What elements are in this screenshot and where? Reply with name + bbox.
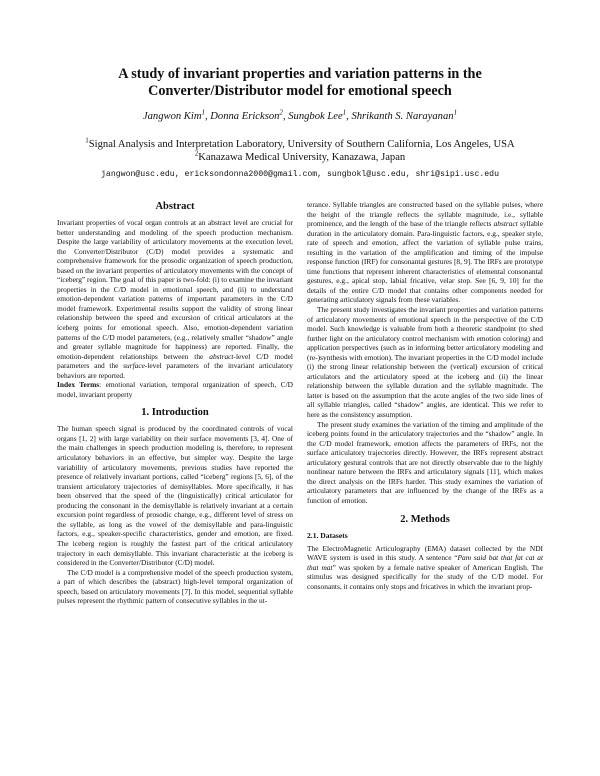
author-name: Sungbok Lee: [288, 111, 343, 122]
left-column: [57, 200, 293, 606]
intro-paragraph-2: The C/D model is a comprehensive model of the speech production system, a part of which describes the (abstract) high-level temporal organization of speech, based on articulatory movements [7]. In this model, sequential syllable pulses represent the rhythmic pattern of consecutive syllables in the ut-: [57, 567, 293, 606]
index-terms: Index Terms: emotional variation, temporal organization of speech, C/D model, invariant property: [57, 380, 293, 399]
affiliation-2: $^2$Kanazawa Medical University, Kanazawa, Japan: [194, 149, 406, 163]
introduction-heading: 1. Introduction: [141, 407, 209, 419]
methods-heading: 2. Methods: [400, 513, 450, 525]
intro-paragraph-5: The present study examines the variation of the timing and amplitude of the iceberg points found in the articulatory trajectories and the “shadow” angle. In the C/D model framework, emotion affects the parameters of IRFs, not the surface articulatory trajectories directly. However, the IRFs represent abstract articulatory gestural controls that are not directly observable due to the highly nonlinear nature between the IRFs and articulatory signals [11], which makes the direct analysis on the IRFs harder. This study examines the variation of articulatory parameters that are influenced by the change of the IRFs as a function of emotion.: [307, 419, 543, 505]
title-line-2: Converter/Distributor model for emotional speech: [148, 83, 452, 99]
author-name: Jangwon Kim: [142, 111, 202, 122]
datasets-subheading: 2.1. Datasets: [307, 530, 348, 540]
author-name: Shrikanth S. Narayanan: [351, 111, 454, 122]
intro-paragraph-4: The present study investigates the invariant properties and variation patterns of articulatory movements of emotional speech in the perspective of the C/D model. Such knowledge is valuable from both a theoretic standpoint (to shed further light on the articulatory control mechanism with emotion coloring) and application perspectives (such as in informing better articulatory modeling and (re-)synthesis with emotion). The invariant properties in the C/D model include (i) the strong linear relationship between the (vertical) excursion of critical articulators and the articulatory speed at the iceberg and (ii) the linear relationship between the syllable duration and the syllable magnitude. The latter is based on the assumption that the acute angles of the two side lines of all syllable triangles, called “shadow” angles, are identical. This we refer to here as the consistency assumption.: [307, 305, 543, 420]
methods-paragraph-1: The ElectroMagnetic Articulography (EMA) dataset collected by the NDI WAVE system is used in this study. A sentence “Pam said bat that fat cat at that mat” was spoken by a female native speaker of American English. The stimulus was designed specifically for the study of the C/D model. For consonants, it contains only stops and fricatives in which the invariant prop-: [307, 543, 543, 591]
intro-paragraph-1: The human speech signal is produced by the coordinated controls of vocal organs [1, 2] with large variability on their surface movements [3, 4]. One of the main challenges in speech production modeling is, therefore, to represent articulatory behaviors in an effective, but simpler way. Despite the large variability of articulatory movements, previous studies have reported the presence of relatively invariant portions, called “iceberg” regions [5, 6], of the transient articulatory trajectories of demisyllables. More specifically, it has been observed that the speed of the (linguistically) critical articulator for producing the consonant in the demisyllable is relatively invariant at a certain excursion point regardless of prosodic change, e.g., different level of stress on the syllable, as long as the vowel of the demisyllable and para-linguistic factors, e.g., speaker-specific characteristics, gender and emotion, are fixed. The iceberg region is roughly the fastest part of the critical articulatory trajectory in each demisyllable. This invariant characteristic at the iceberg is considered in the Converter/Distributor (C/D) model.: [57, 424, 293, 568]
title-line-1: A study of invariant properties and variation patterns in the: [118, 66, 482, 82]
abstract-text: Invariant properties of vocal organ controls at an abstract level are crucial for better understanding and modeling of the speech production mechanism. Despite the large variability of articulatory movements at the execution level, the Converter/Distributor (C/D) model provides a systematic and comprehensive framework for the prosodic organization of speech production, based on the invariant properties of articulatory movements with the concept of “iceberg” region. The goal of this paper is two-fold: (i) to examine the invariant properties in the C/D model in emotional speech, and (ii) to understand emotion-dependent variation patterns of important parameters in the C/D model framework. Experimental results support the validity of strong linear relationship between the speed and excursion of critical articulators at the iceberg points for emotional speech. Also, emotion-dependent variation patterns of the C/D model parameters, (e.g., relatively smaller “shadow” angle and greater syllable magnitude for happiness) are reported. Finally, the emotion-dependent relationships between the abstract-level C/D model parameters and the surface-level parameters of the invariant articulatory behaviors are reported.: [57, 218, 293, 380]
author-emails: jangwon@usc.edu, ericksondonna2000@gmail.com, sungbokl@usc.edu, shri@sipi.usc.edu: [101, 170, 499, 179]
right-column: [307, 200, 543, 591]
author-name: Donna Erickson: [210, 111, 280, 122]
intro-paragraph-3: terance. Syllable triangles are constructed based on the syllable pulses, where the height of the triangle reflects the syllable magnitude, i.e., syllable prominence, and the length of the base of the triangle reflects abstract syllable duration in the articulatory domain. Para-linguistic factors, e.g., speaker style, rate of speech and emotion, affect the variation of syllable pulse trains, resulting in the variation of the amplification and timing of the impulse response function (IRF) for consonantal gestures [8, 9]. The IRFs are prototype time functions that represent inherent characteristics of elemental consonantal gestures, e.g., apical stop, labial fricative, velar stop. See [6, 9, 10] for the details of the entire C/D model that contains other components needed for generating articulatory signals from these variables.: [307, 200, 543, 305]
author-list: Jangwon Kim$^1$, Donna Erickson$^2$, Sungbok Lee$^1$, Shrikanth S. Narayanan$^1$: [142, 108, 458, 122]
affiliation-1: $^1$Signal Analysis and Interpretation Laboratory, University of Southern California, Los Angeles, USA: [85, 136, 515, 150]
abstract-heading: Abstract: [155, 201, 195, 212]
paper-title: [60, 66, 540, 100]
